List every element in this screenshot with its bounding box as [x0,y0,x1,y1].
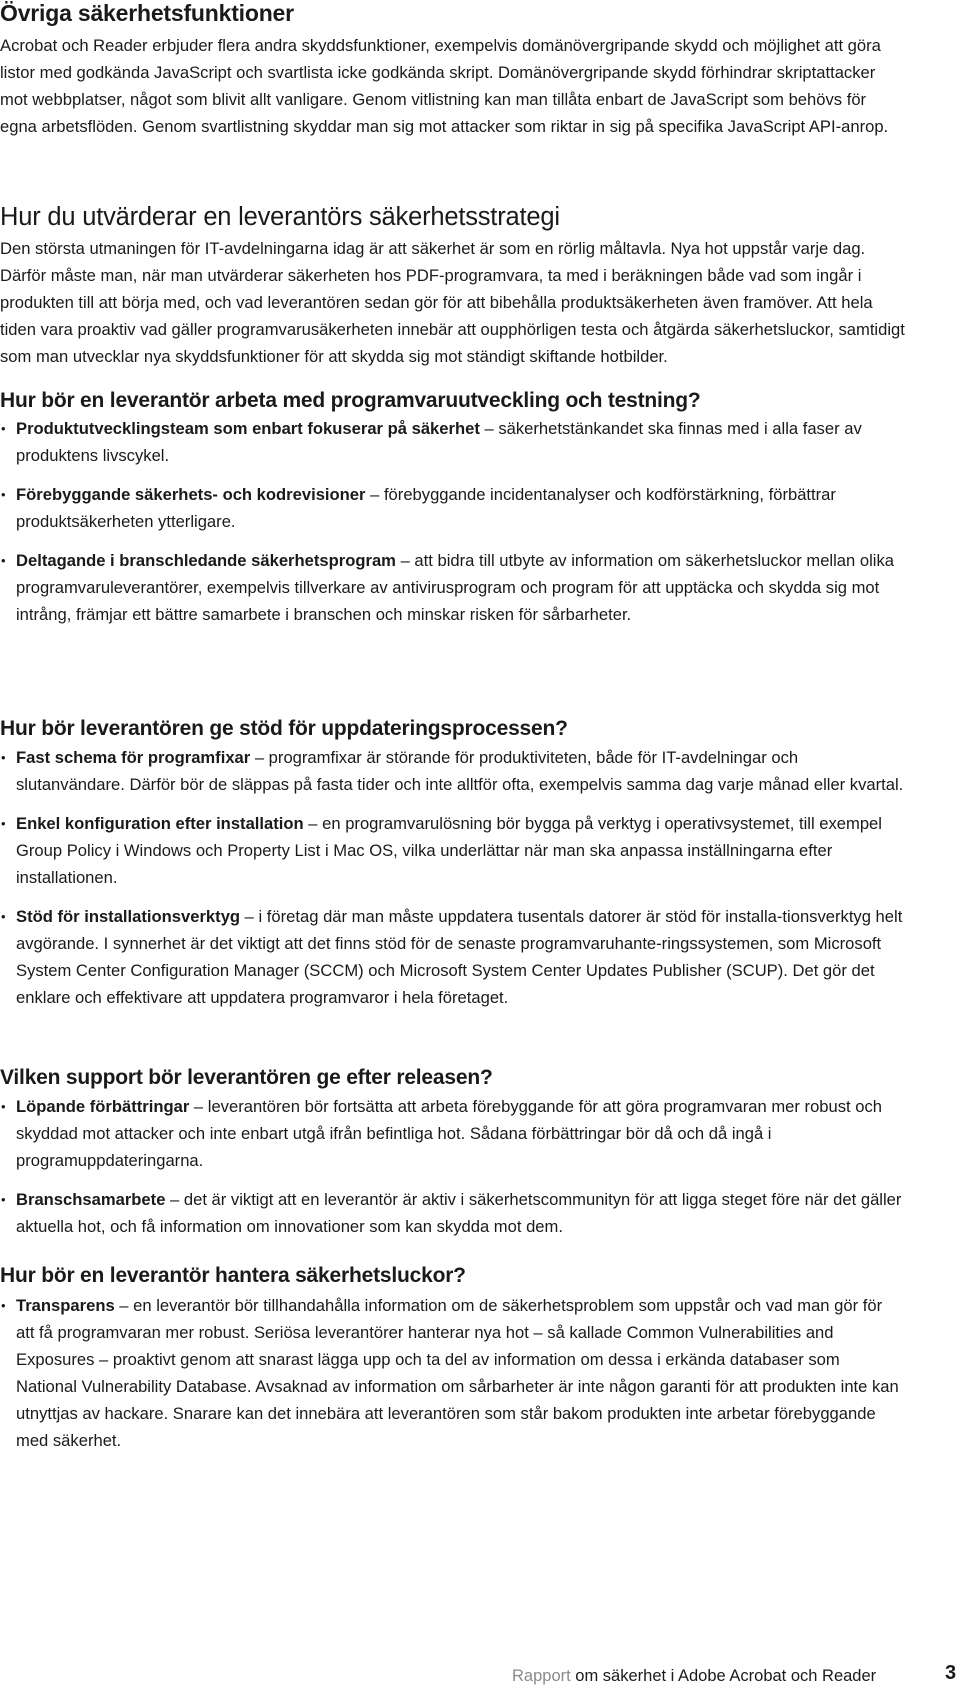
list-item [0,1093,905,1174]
list-item-term: Stöd för installationsverktyg [16,907,241,926]
list-item-text: – en programvarulösning bör bygga på verktyg i operativsystemet, till exempel Group Policy i Windows och Property List i Mac OS, vilka underlättar när man ska anpassa inställningarna efter installationen. [16,814,882,887]
list-item [0,1186,905,1240]
bullet-icon: • [1,421,6,436]
update-support-list [0,744,905,1011]
list-item-text: – leverantören bör fortsätta att arbeta förebyggande för att göra programvaran mer robust och skyddad mot attacker och inte enbart utgå ifrån befintliga hot. Sådana förbättringar bör då och då ingå i programuppdateringarna. [16,1097,883,1170]
list-item-text: – säkerhetstänkandet ska finnas med i alla faser av produktens livscykel. [16,419,862,465]
list-item-term: Förebyggande säkerhets- och kodrevisioner [16,485,366,504]
footer-text: om säkerhet i Adobe Acrobat och Reader [570,1667,877,1685]
section-title-strategy: Hur du utvärderar en leverantörs säkerhetsstrategi [0,203,560,231]
list-item-text: – att bidra till utbyte av information om säkerhetsluckor mellan olika programvaruleverantörer, exempelvis tillverkare av antivirusprogram och program för att upptäcka och skydda sig mot intrång, främjar ett bättre samarbete i branschen och minskar risken för sårbarheter. [16,551,894,624]
post-release-list [0,1093,905,1240]
list-item [0,547,905,628]
dev-testing-list [0,415,905,628]
list-item-term: Fast schema för programfixar [16,748,251,767]
list-item [0,415,905,469]
list-item-text: – det är viktigt att en leverantör är aktiv i säkerhetscommunityn för att ligga steget före när det gäller aktuella hot, och få information om innovationer som kan skydda mot dem. [16,1190,902,1236]
section-title-dev-testing: Hur bör en leverantör arbeta med programvaruutveckling och testning? [0,389,701,412]
bullet-icon: • [1,1192,6,1207]
strategy-paragraph: Den största utmaningen för IT-avdelningarna idag är att säkerhet är som en rörlig måltavla. Nya hot uppstår varje dag. Därför måste man, när man utvärderar säkerheten hos PDF-programvara, ta med i beräkningen både vad som ingår i produkten till att börja med, och vad leverantören sedan gör för att bibehålla produktsäkerheten även framöver. Att hela tiden vara proaktiv vad gäller programvarusäkerheten innebär att oupphörligen testa och åtgärda säkerhetsluckor, samtidigt som man utvecklar nya skyddsfunktioner för att skydda sig mot ständigt skiftande hotbilder. [0,239,905,366]
list-item-term: Deltagande i branschledande säkerhetsprogram [16,551,396,570]
list-item-term: Branschsamarbete [16,1190,166,1209]
bullet-icon: • [1,750,6,765]
vulnerabilities-list [0,1292,905,1454]
page-footer [512,1667,876,1686]
bullet-icon: • [1,909,6,924]
list-item-term: Löpande förbättringar [16,1097,190,1116]
list-item-text: – i företag där man måste uppdatera tusentals datorer är stöd för installa-tionsverktyg helt avgörande. I synnerhet är det viktigt att det finns stöd för de senaste programvaruhante-ringssystemen, som Microsoft System Center Configuration Manager (SCCM) och Microsoft System Center Updates Publisher (SCUP). Det gör det enklare och effektivare att uppdatera programvaror i hela företaget. [16,907,903,1007]
list-item-term: Produktutvecklingsteam som enbart fokuserar på säkerhet [16,419,480,438]
bullet-icon: • [1,553,6,568]
section-title-security-features: Övriga säkerhetsfunktioner [0,0,294,26]
list-item [0,481,905,535]
list-item-term: Transparens [16,1296,115,1315]
list-item [0,810,905,891]
bullet-icon: • [1,1099,6,1114]
security-features-paragraph: Acrobat och Reader erbjuder flera andra skyddsfunktioner, exempelvis domänövergripande skydd och möjlighet att göra listor med godkända JavaScript och svartlista icke godkända skript. Domänövergripande skydd förhindrar skriptattacker mot webbplatser, något som blivit allt vanligare. Genom vitlistning kan man tillåta enbart de JavaScript som behövs för egna arbetsflöden. Genom svartlistning skyddar man sig mot attacker som riktar in sig på specifika JavaScript API-anrop. [0,36,889,136]
footer-accent: Rapport [512,1667,571,1685]
section-title-vulnerabilities: Hur bör en leverantör hantera säkerhetsluckor? [0,1264,466,1287]
bullet-icon: • [1,487,6,502]
bullet-icon: • [1,1298,6,1313]
page-number: 3 [945,1662,957,1684]
list-item-text: – förebyggande incidentanalyser och kodförstärkning, förbättrar produktsäkerheten ytterligare. [16,485,836,531]
list-item-term: Enkel konfiguration efter installation [16,814,304,833]
section-title-post-release: Vilken support bör leverantören ge efter releasen? [0,1066,493,1089]
section-title-update-support: Hur bör leverantören ge stöd för uppdateringsprocessen? [0,717,568,740]
bullet-icon: • [1,816,6,831]
list-item [0,744,905,798]
list-item-text: – programfixar är störande för produktiviteten, både för IT-avdelningar och slutanvändare. Därför bör de släppas på fasta tider och inte alltför ofta, exempelvis samma dag varje månad eller kvartal. [16,748,904,794]
list-item-text: – en leverantör bör tillhandahålla information om de säkerhetsproblem som uppstår och vad man gör för att få programvaran mer robust. Seriösa leverantörer hanterar nya hot – så kallade Common Vulnerabilities and Exposures – proaktivt genom att snarast lägga upp och ta del av information om dessa i erkända databaser som National Vulnerability Database. Avsaknad av information om sårbarheter är inte någon garanti för att produkten inte kan utnyttjas av hackare. Snarare kan det innebära att leverantören som står bakom produkten inte arbetar förebyggande med säkerhet. [16,1296,899,1450]
list-item [0,903,905,1011]
list-item [0,1292,905,1454]
